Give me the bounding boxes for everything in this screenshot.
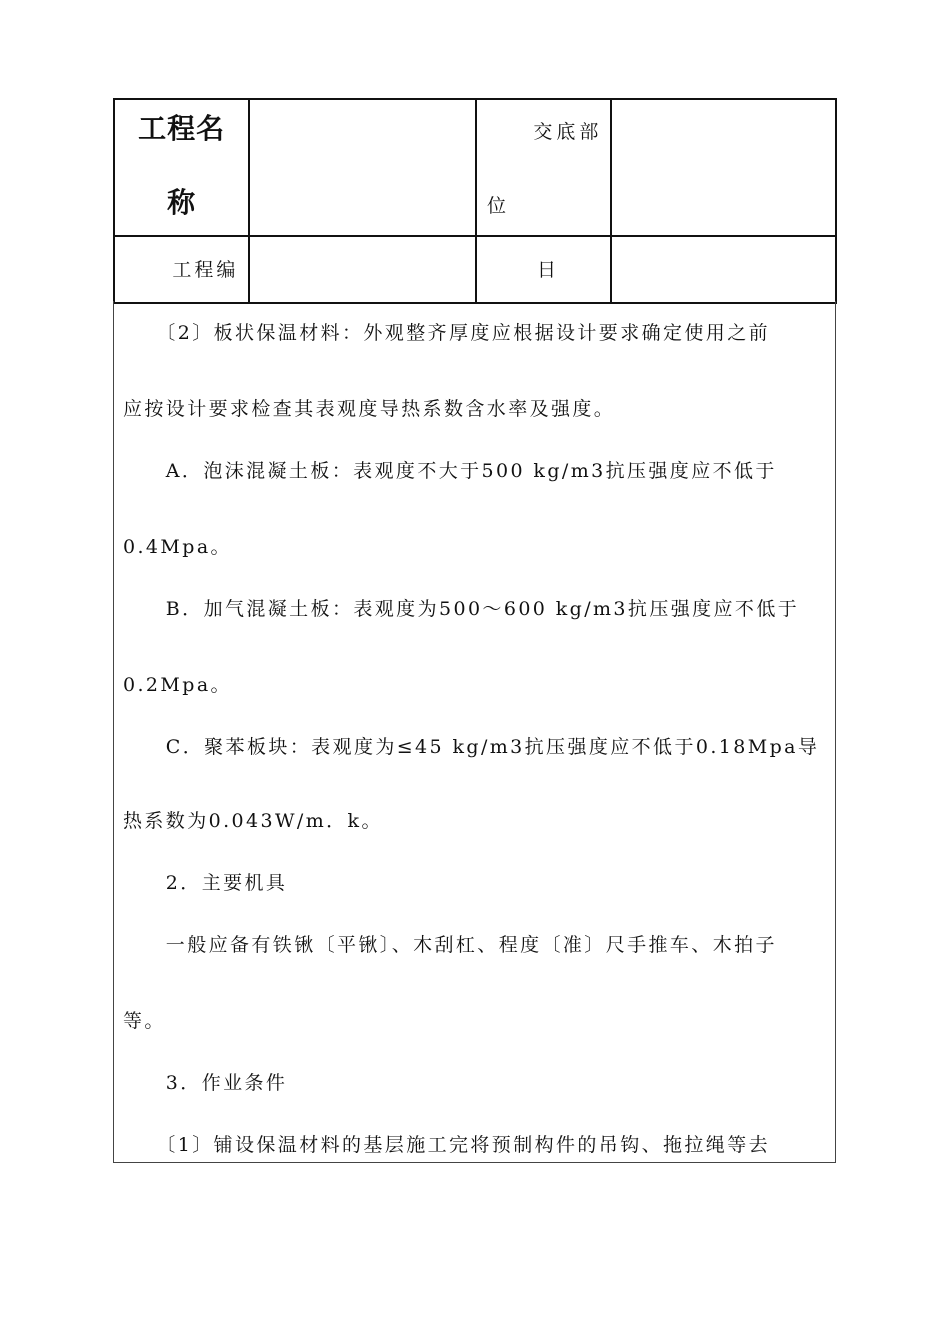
date-label-cell (476, 236, 611, 303)
body-line: 2．主要机具 (123, 872, 288, 894)
body-line: 3．作业条件 (123, 1072, 288, 1094)
body-line: 〔1〕铺设保温材料的基层施工完将预制构件的吊钩、拖拉绳等去 (123, 1134, 770, 1156)
body-line: 等。 (123, 1010, 166, 1032)
project-name-label-line1: 工程名 (138, 112, 226, 145)
body-line: 一般应备有铁锹〔平锹〕、木刮杠、程度〔准〕尺手推车、木拍子 (123, 934, 777, 956)
handover-part-value-cell[interactable] (611, 99, 836, 236)
header-table (113, 98, 837, 304)
project-code-label-cell (114, 236, 249, 303)
project-name-value (250, 100, 475, 235)
date-value-cell[interactable] (611, 236, 836, 303)
project-name-label (115, 100, 248, 235)
handover-part-value (612, 100, 835, 235)
body-line: 〔2〕板状保温材料：外观整齐厚度应根据设计要求确定使用之前 (123, 322, 770, 344)
project-code-value (250, 237, 475, 302)
body-line: B．加气混凝土板：表观度为500～600 kg/m3抗压强度应不低于 (123, 598, 800, 620)
date-value (612, 237, 835, 302)
project-name-label-cell (114, 99, 249, 236)
project-name-label-line2: 称 (167, 186, 197, 219)
body-line: 应按设计要求检查其表观度导热系数含水率及强度。 (123, 398, 616, 420)
body-line: 热系数为0.043W/m．k。 (123, 810, 383, 832)
body-line: A．泡沫混凝土板：表观度不大于500 kg/m3抗压强度应不低于 (123, 460, 777, 482)
project-code-value-cell[interactable] (249, 236, 476, 303)
body-line: C．聚苯板块：表观度为≤45 kg/m3抗压强度应不低于0.18Mpa导 (123, 736, 820, 758)
project-name-value-cell[interactable] (249, 99, 476, 236)
date-label: 日 (537, 259, 557, 281)
body-line: 0.2Mpa。 (123, 674, 232, 696)
body-line: 0.4Mpa。 (123, 536, 232, 558)
handover-part-label-line2: 位 (487, 195, 507, 217)
handover-part-label-line1: 交底部 (533, 121, 603, 143)
handover-part-label-cell (476, 99, 611, 236)
project-code-label: 工程编 (172, 259, 239, 281)
